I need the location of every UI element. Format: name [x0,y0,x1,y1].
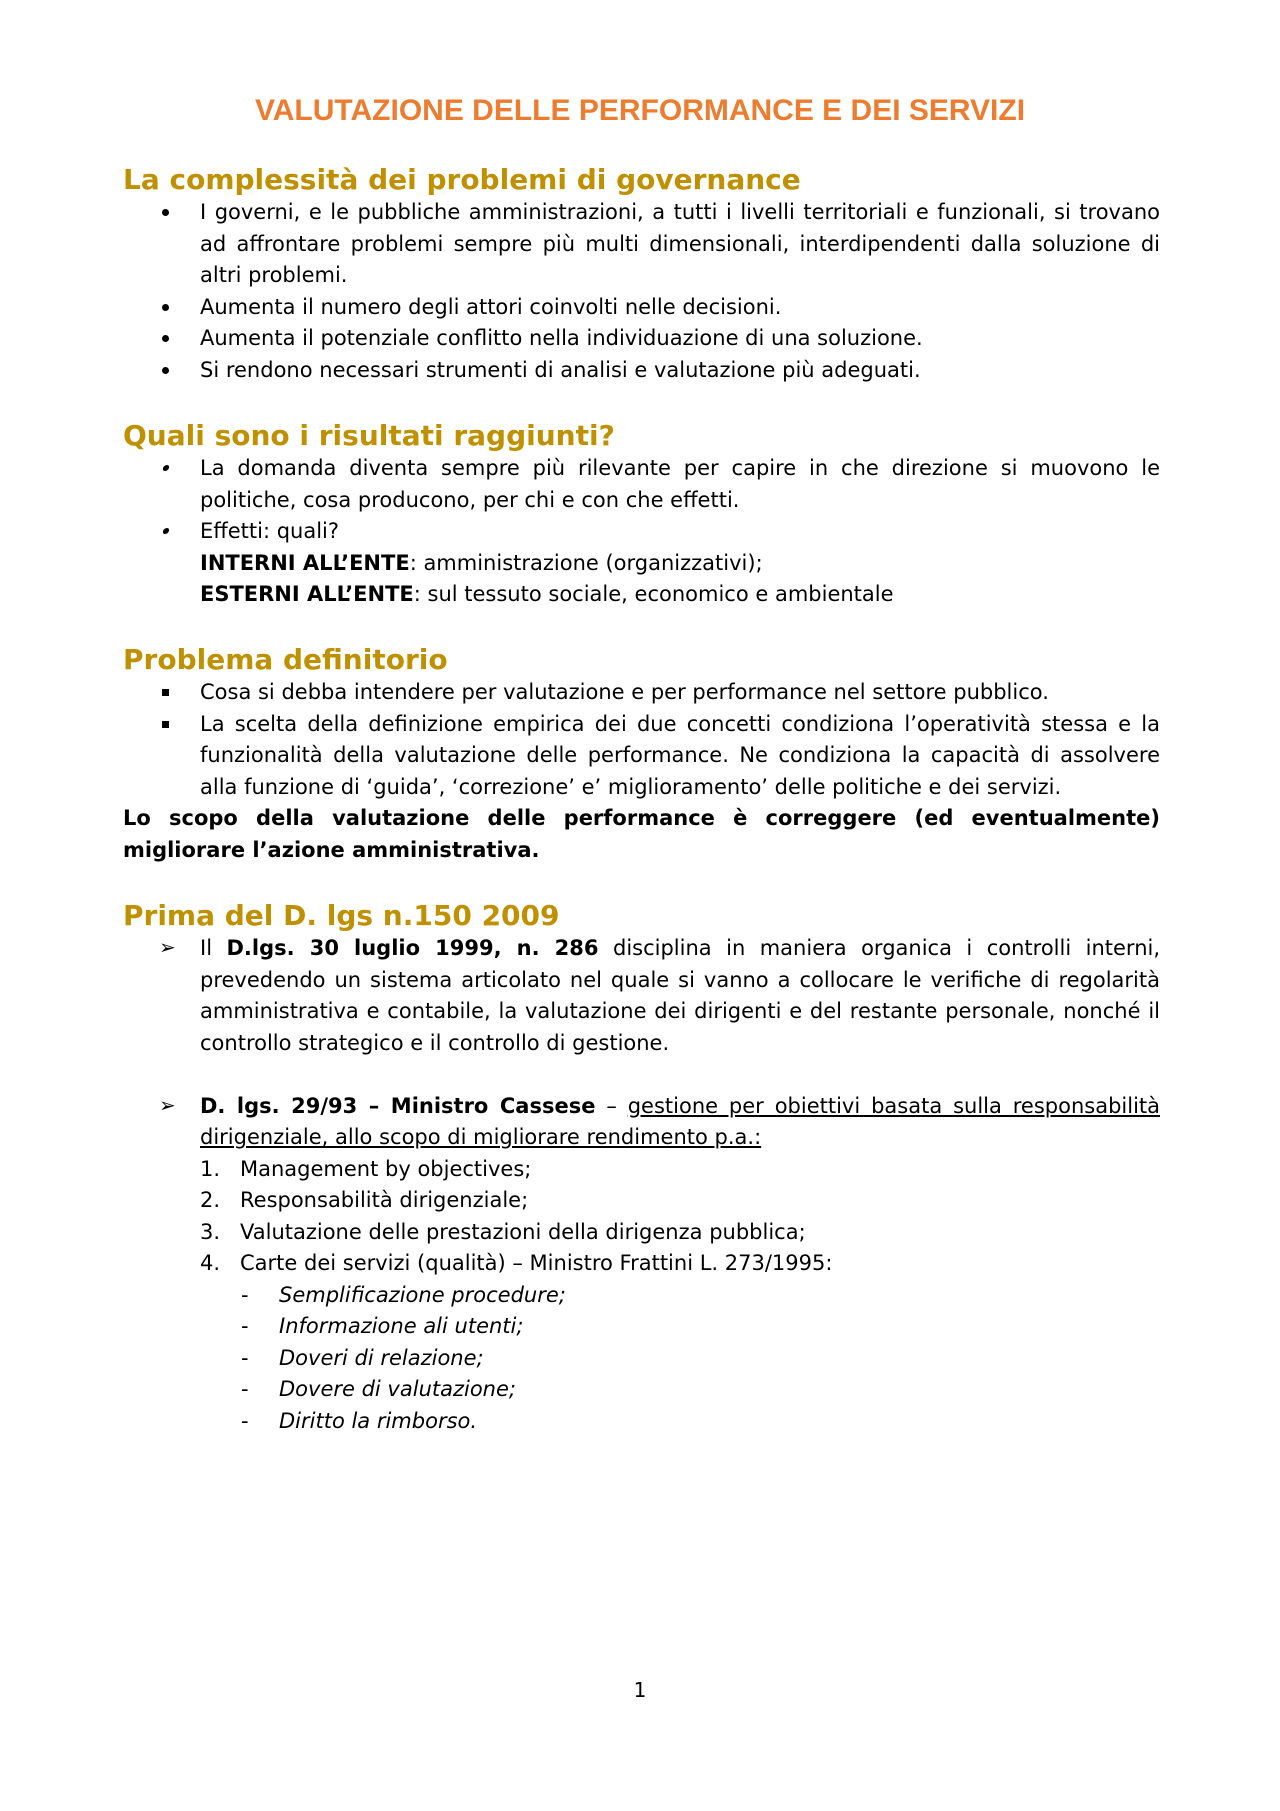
list-item: Effetti: quali? INTERNI ALL’ENTE: amministrazione (organizzativi); ESTERNI ALL’ENTE: sul tessuto sociale, economico e ambientale [200,519,894,606]
dash-list [123,1280,1160,1438]
list-item: - Semplificazione procedure; [123,1280,1160,1312]
list-item: 1. Management by objectives; [200,1156,532,1181]
internal-label: INTERNI ALL’ENTE [200,550,410,575]
section-heading: Problema definitorio [123,643,448,676]
list-item: Cosa si debba intendere per valutazione e per performance nel settore pubblico. [200,680,1049,704]
section-risultati [123,419,1160,611]
list-item: 4. Carte dei servizi (qualità) – Ministro Frattini L. 273/1995: [200,1251,833,1275]
bullet-list [123,677,1160,803]
list-item: - Informazione ali utenti; [123,1311,1160,1343]
list-item: - Doveri di relazione; [123,1343,1160,1375]
dash-icon: - [241,1345,249,1370]
list-item: 2. Responsabilità dirigenziale; [200,1188,529,1212]
list-item: Si rendono necessari strumenti di analisi e valutazione più adeguati. [200,357,921,382]
list-item: ➢ D. lgs. 29/93 – Ministro Cassese – gestione per obiettivi basata sulla responsabilità dirigenziale, allo scopo di migliorare rendimento p.a.: [123,1091,1160,1154]
arrow-bullet-icon: ➢ [159,1092,176,1117]
section-prima-dlgs [123,899,1160,1437]
list-item: La scelta della definizione empirica dei due concetti condiziona l’operatività stessa e la funzionalità della valutazione delle performance. Ne condiziona la capacità di assolvere alla funzione di ‘guida’, ‘correzione’ e’ miglioramento’ delle politiche e dei servizi. [200,711,1160,799]
dash-icon: - [241,1408,249,1433]
conclusion-paragraph: Lo scopo della valutazione delle performance è correggere (ed eventualmente) migliorare l’azione amministrativa. [123,806,1160,862]
dash-icon: - [241,1314,249,1338]
section-heading: Prima del D. lgs n.150 2009 [123,899,560,932]
arrow-bullet-icon: ➢ [159,935,176,959]
bullet-list [123,453,1160,611]
page-number: 1 [633,1678,647,1702]
section-problema-definitorio [123,643,1160,866]
list-item: ➢ Il D.lgs. 30 luglio 1999, n. 286 disciplina in maniera organica i controlli interni, prevedendo un sistema articolato nel quale si vanno a collocare le verifiche di regolarità amministrativa e contabile, la valutazione dei dirigenti e del restante personale, nonché il controllo strategico e il controllo di gestione. [123,933,1160,1059]
section-heading: La complessità dei problemi di governance [123,163,801,196]
list-item: La domanda diventa sempre più rilevante per capire in che direzione si muovono le politiche, cosa producono, per chi e con che effetti. [200,456,1160,512]
list-item: - Dovere di valutazione; [123,1374,1160,1406]
section-heading: Quali sono i risultati raggiunti? [123,419,615,452]
numbered-list [123,1154,1160,1280]
list-item: 3. Valutazione delle prestazioni della dirigenza pubblica; [200,1219,806,1244]
section-governance [123,163,1160,386]
list-item: Aumenta il potenziale conflitto nella individuazione di una soluzione. [200,326,923,350]
external-label: ESTERNI ALL’ENTE [200,582,414,606]
list-item: I governi, e le pubbliche amministrazioni, a tutti i livelli territoriali e funzionali, si trovano ad affrontare problemi sempre più multi dimensionali, interdipendenti dalla soluzione di altri problemi. [200,200,1160,287]
dash-icon: - [241,1282,249,1307]
document-title: VALUTAZIONE DELLE PERFORMANCE E DEI SERVIZI [254,94,1026,127]
bullet-list [123,197,1160,386]
list-item: Aumenta il numero degli attori coinvolti nelle decisioni. [200,294,782,319]
dash-icon: - [241,1377,249,1401]
arrow-list [123,933,1160,1154]
list-item: - Diritto la rimborso. [123,1406,1160,1438]
